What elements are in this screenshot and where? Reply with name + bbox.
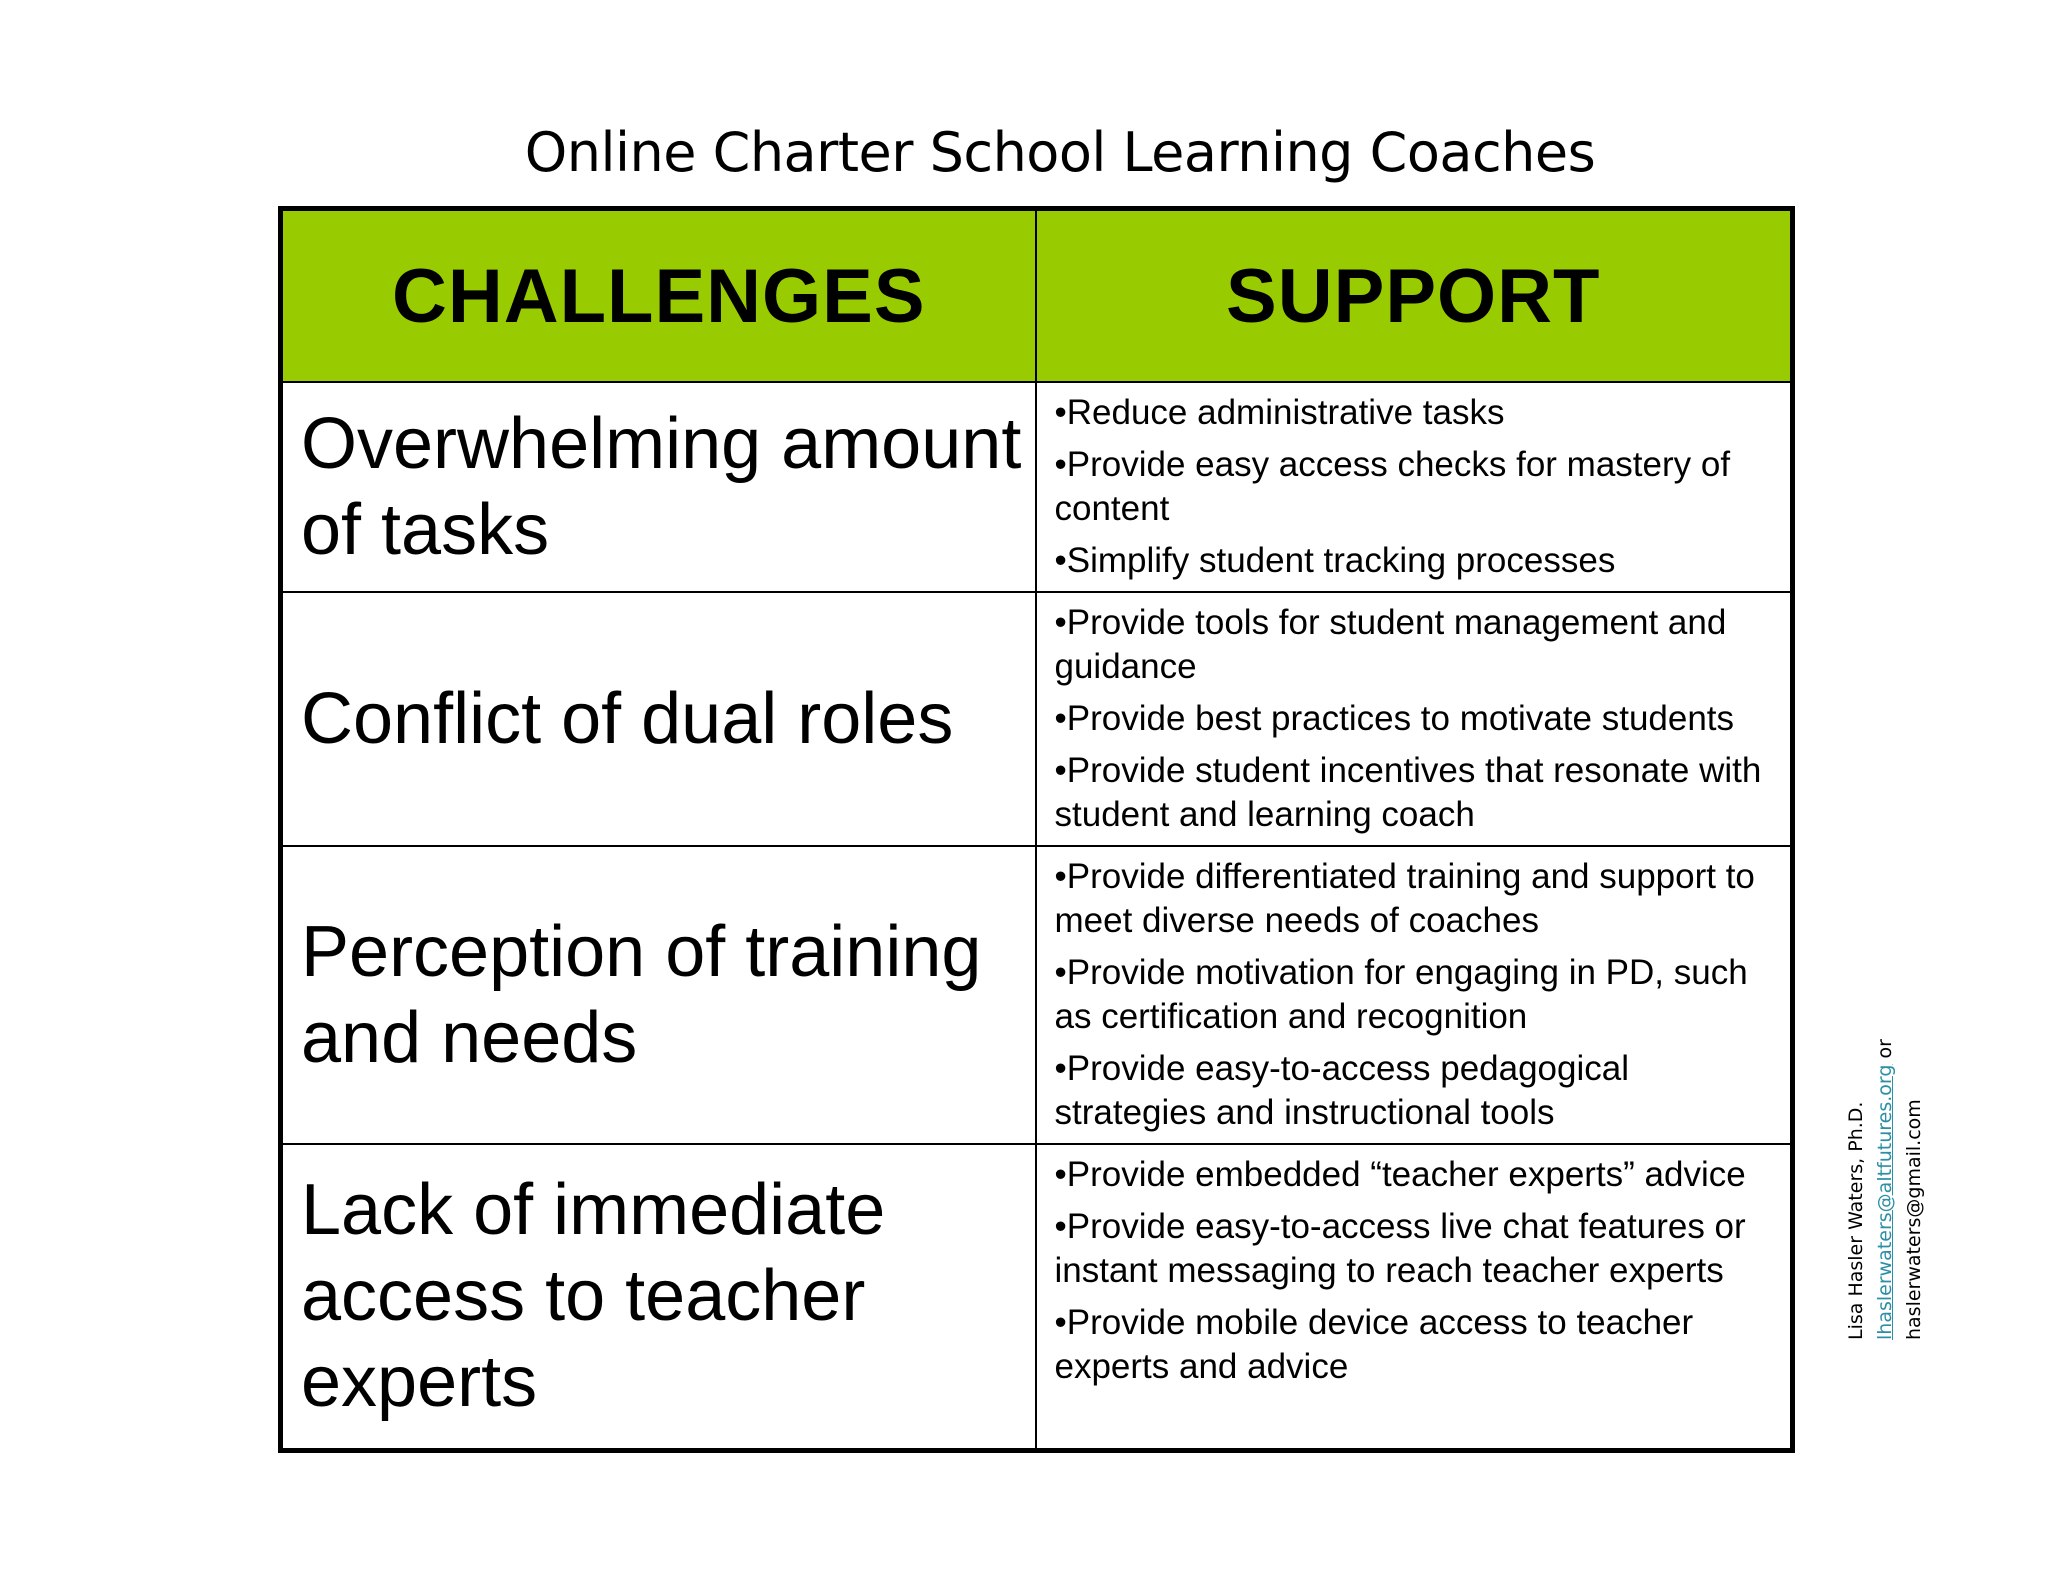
support-item: •Provide mobile device access to teacher experts and advice [1054, 1303, 1694, 1386]
support-cell [1036, 382, 1793, 592]
author-credit [1842, 1039, 1929, 1340]
support-item: •Reduce administrative tasks [1054, 393, 1505, 432]
support-list [1055, 391, 1777, 583]
email-connector: or [1874, 1039, 1896, 1065]
author-email-link[interactable]: lhaslerwaters@altfutures.org [1874, 1064, 1896, 1340]
support-item: •Provide embedded “teacher experts” advice [1054, 1155, 1746, 1194]
support-list [1055, 855, 1777, 1135]
author-email-line [1871, 1039, 1900, 1340]
support-item: •Provide student incentives that resonate with student and learning coach [1054, 751, 1762, 834]
table-header-row [281, 209, 1793, 383]
challenge-cell: Perception of training and needs [281, 846, 1036, 1144]
challenges-support-table [278, 206, 1795, 1453]
challenge-cell: Conflict of dual roles [281, 592, 1036, 846]
support-item: •Provide motivation for engaging in PD, such as certification and recognition [1054, 953, 1748, 1036]
support-item: •Simplify student tracking processes [1054, 541, 1616, 580]
table-row [281, 382, 1793, 592]
header-challenges: CHALLENGES [281, 209, 1036, 383]
support-item: •Provide easy access checks for mastery of content [1054, 445, 1731, 528]
table-row [281, 846, 1793, 1144]
support-item: •Provide tools for student management and guidance [1054, 603, 1727, 686]
challenge-cell: Overwhelming amount of tasks [281, 382, 1036, 592]
support-item: •Provide easy-to-access pedagogical strategies and instructional tools [1054, 1049, 1630, 1132]
support-cell [1036, 592, 1793, 846]
author-name: Lisa Hasler Waters, Ph.D. [1845, 1101, 1867, 1340]
support-list [1055, 1153, 1777, 1389]
table-row [281, 592, 1793, 846]
support-item: •Provide best practices to motivate students [1054, 699, 1735, 738]
support-cell [1036, 846, 1793, 1144]
header-support: SUPPORT [1036, 209, 1793, 383]
author-email-secondary: haslerwaters@gmail.com [1903, 1099, 1925, 1340]
challenge-cell: Lack of immediate access to teacher experts [281, 1144, 1036, 1450]
page-title: Online Charter School Learning Coaches [524, 121, 1596, 184]
support-list [1055, 601, 1777, 837]
support-item: •Provide differentiated training and support to meet diverse needs of coaches [1054, 857, 1755, 940]
table-row [281, 1144, 1793, 1450]
support-item: •Provide easy-to-access live chat features or instant messaging to reach teacher experts [1054, 1207, 1746, 1290]
support-cell [1036, 1144, 1793, 1450]
